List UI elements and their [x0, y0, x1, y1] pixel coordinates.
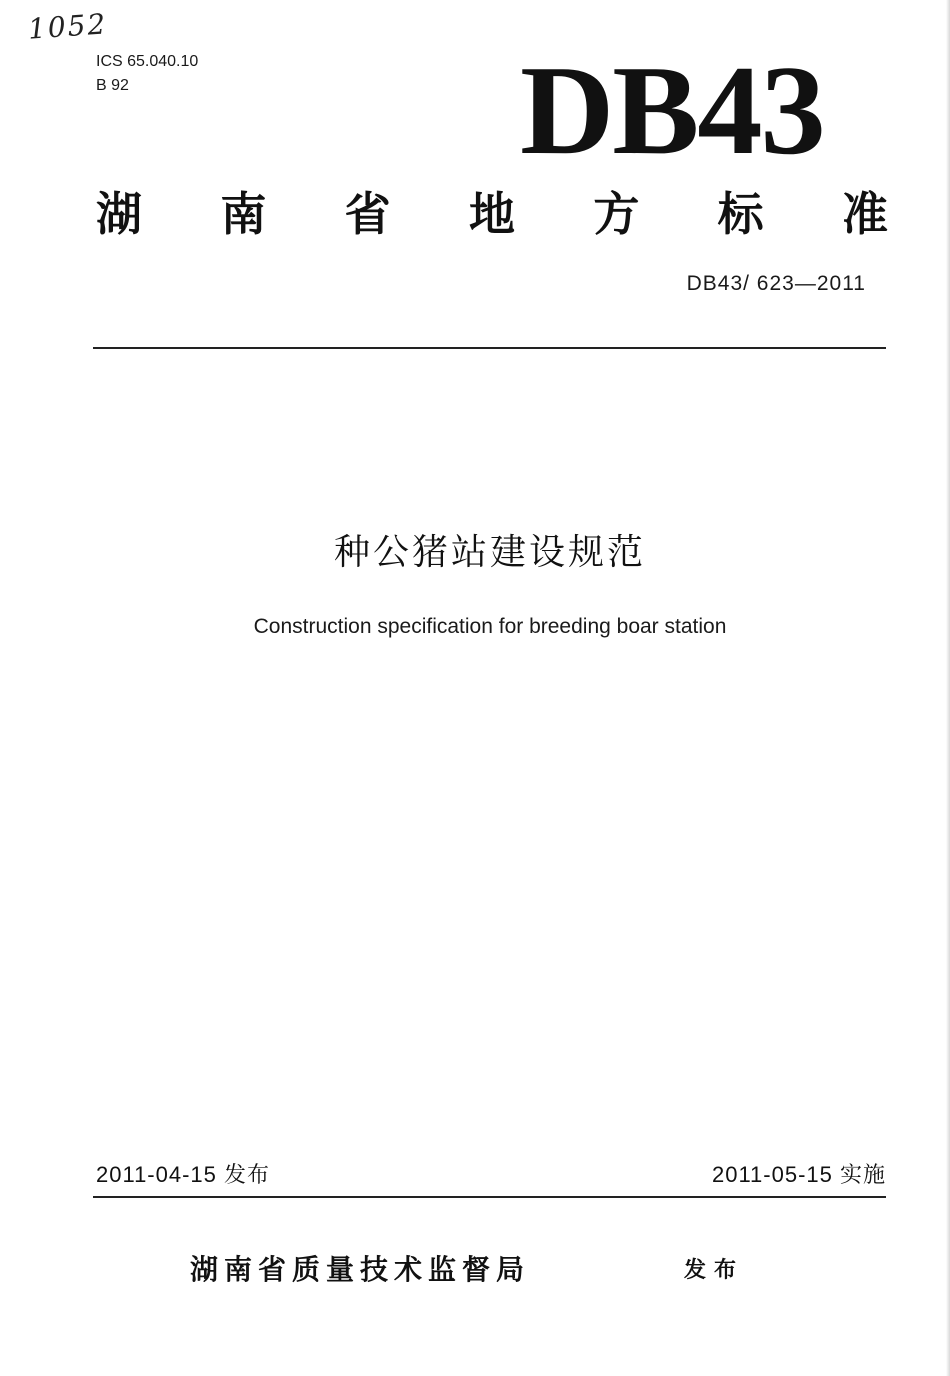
standard-type-char: 湖: [96, 187, 142, 241]
standard-type-char: 标: [717, 187, 764, 241]
implementation-date: 2011-05-15 实施: [711, 1162, 886, 1187]
standard-type-char: 准: [841, 187, 888, 241]
db-standard-logo: DB43: [520, 39, 824, 181]
standard-type-char: 南: [220, 187, 267, 241]
standard-type-char: 省: [344, 187, 391, 241]
standard-number: DB43/ 623—2011: [686, 272, 866, 295]
standard-type-char: 地: [468, 187, 515, 241]
scan-edge-shadow: [946, 0, 950, 1376]
ccs-code: B 92: [96, 77, 129, 94]
bottom-divider: [93, 1196, 886, 1198]
document-title-english: Construction specification for breeding boar station: [253, 615, 727, 638]
document-title-chinese: 种公猪站建设规范: [333, 532, 646, 573]
top-divider: [93, 347, 886, 349]
standard-type-heading: [96, 184, 888, 244]
publish-label: 发布: [684, 1258, 745, 1283]
standard-type-char: 方: [593, 187, 640, 241]
issue-date: 2011-04-15 发布: [96, 1162, 271, 1187]
handwritten-archive-number: 1052: [26, 7, 109, 46]
publisher-name: 湖南省质量技术监督局: [190, 1253, 531, 1286]
classification-codes: [96, 50, 198, 98]
ics-code: ICS 65.040.10: [96, 53, 199, 70]
